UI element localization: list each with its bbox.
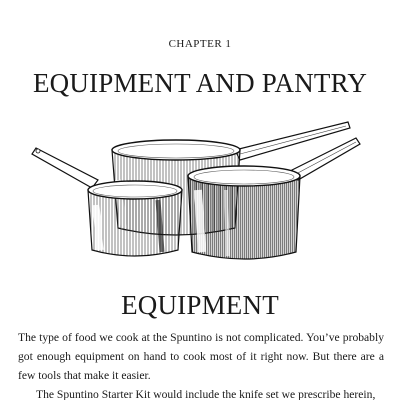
chapter-title: EQUIPMENT AND PANTRY xyxy=(32,68,368,98)
saucepans-illustration-icon xyxy=(30,110,370,270)
section-title: EQUIPMENT xyxy=(121,290,279,320)
paragraph: The type of food we cook at the Spuntino is not complicated. You’ve probably got enough equipment on hand to cook most of it right now. But there are a few tools that make it easier. xyxy=(18,331,384,382)
paragraph: The Spuntino Starter Kit would include the knife set we prescribe herein, xyxy=(36,388,376,400)
chapter-label: CHAPTER 1 xyxy=(168,38,232,50)
body-text xyxy=(18,328,384,400)
